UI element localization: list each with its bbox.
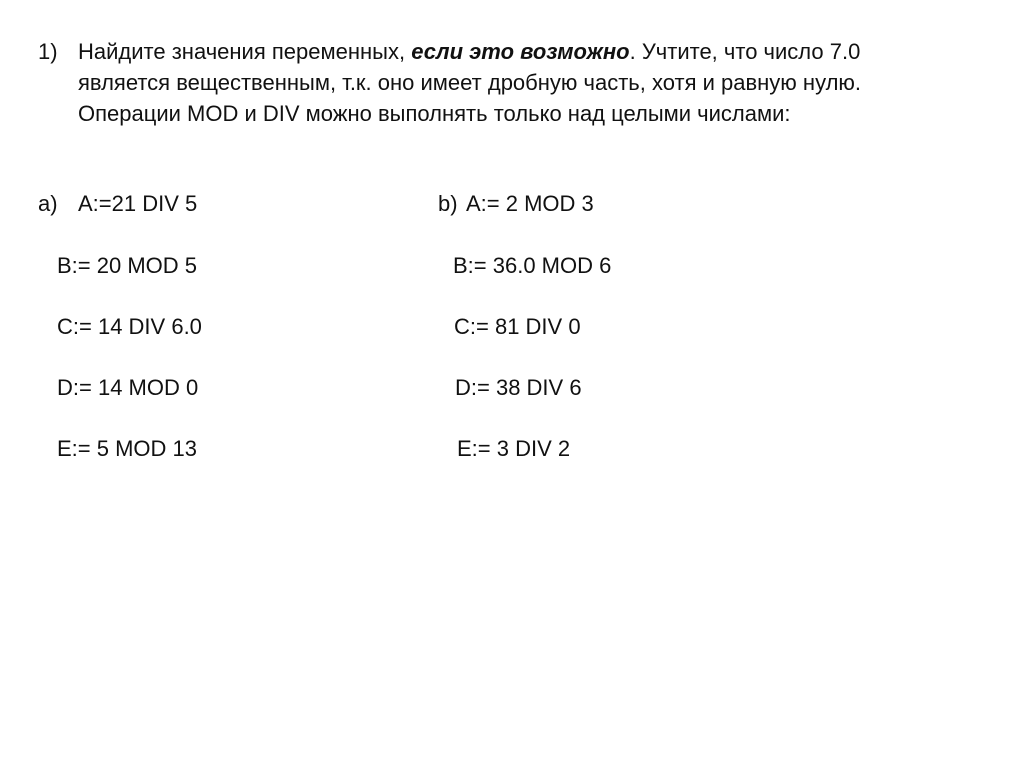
task-text-emphasis: если это возможно — [411, 39, 630, 64]
part-b-item-a: A:= 2 MOD 3 — [466, 191, 594, 216]
part-b-item-c: C:= 81 DIV 0 — [454, 314, 581, 339]
part-a-item-d: D:= 14 MOD 0 — [57, 375, 199, 400]
task-number: 1) — [38, 39, 58, 64]
part-a-item-b: B:= 20 MOD 5 — [57, 253, 198, 278]
part-a-item-c: C:= 14 DIV 6.0 — [57, 314, 202, 339]
part-b-marker: b) — [438, 191, 458, 216]
task-text-after: . Учтите, что число 7.0 является вещественным, т.к. оно имеет дробную часть, хотя и равную нулю. Операции MOD и DIV можно выполнять только над целыми числами: — [78, 39, 862, 126]
part-b-item-d: D:= 38 DIV 6 — [455, 375, 582, 400]
task-text — [78, 36, 958, 129]
task-text-before: Найдите значения переменных, — [78, 39, 412, 64]
part-a-item-a: A:=21 DIV 5 — [78, 191, 198, 216]
part-b-item-b: B:= 36.0 MOD 6 — [453, 253, 612, 278]
part-a-marker: a) — [38, 191, 58, 216]
part-b-item-e: E:= 3 DIV 2 — [457, 436, 571, 461]
part-a-item-e: E:= 5 MOD 13 — [57, 436, 198, 461]
